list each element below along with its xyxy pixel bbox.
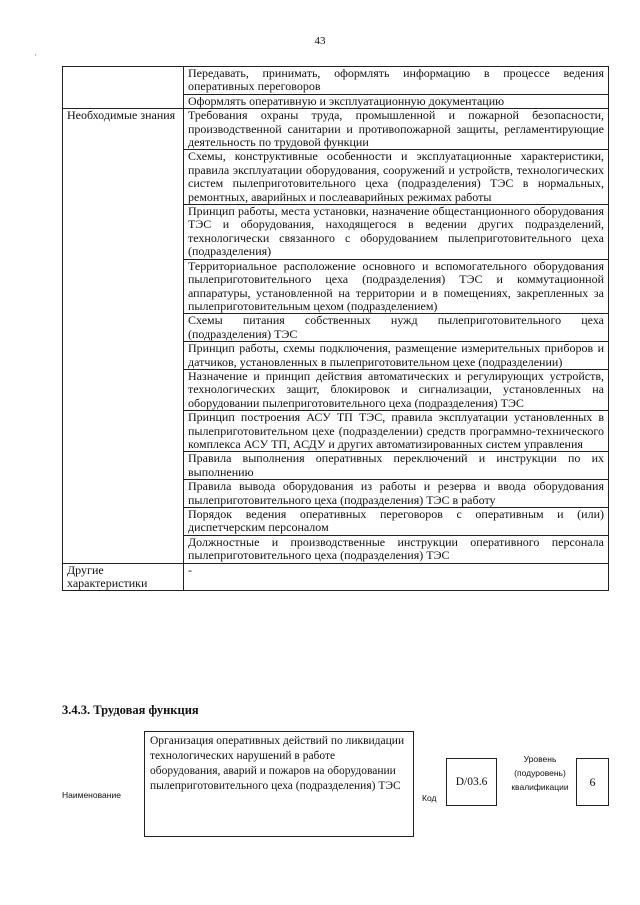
table-cell: Принцип работы, места установки, назначение общестанционного оборудования ТЭС и оборудования, находящегося в ведении других подразделений, технологически связанного с оборудованием пылеприготовительного цеха (подразделения) <box>184 205 609 260</box>
level-box <box>576 758 609 806</box>
table-cell: Схемы питания собственных нужд пылеприготовительного цеха (подразделения) ТЭС <box>184 314 609 342</box>
level-value: 6 <box>589 774 596 789</box>
table-cell: Принцип работы, схемы подключения, размещение измерительных приборов и датчиков, установленных в пылеприготовительном цехе (подразделении) <box>184 342 609 370</box>
section-heading: 3.4.3. Трудовая функция <box>62 703 199 717</box>
page-number: 43 <box>314 35 326 47</box>
table-row <box>63 563 609 591</box>
function-name-box: Организация оперативных действий по ликвидации технологических нарушений в работе оборудования, аварий и пожаров на оборудовании пылеприготовительного цеха (подразделения) ТЭС <box>144 731 414 837</box>
table-cell: Территориальное расположение основного и вспомогательного оборудования пылеприготовительного цеха (подразделения) ТЭС и коммутационной аппаратуры, установленной на территории и в помещениях, закрепленных за пылеприготовительным цехом (подразделением) <box>184 259 609 314</box>
row-label-other: Другие характеристики <box>63 563 184 591</box>
table-cell: Правила выполнения оперативных переключений и инструкции по их выполнению <box>184 452 609 480</box>
table-cell: Назначение и принцип действия автоматических и регулирующих устройств, технологических защит, блокировок и сигнализации, установленных на оборудовании пылеприготовительного цеха (подразделения) ТЭС <box>184 369 609 410</box>
code-caption: Код <box>422 793 437 803</box>
table-row <box>63 67 609 95</box>
table-cell: Требования охраны труда, промышленной и пожарной безопасности, производственной санитарии и противопожарной защиты, регламентирующие деятельность по трудовой функции <box>184 109 609 150</box>
table-cell: Принцип построения АСУ ТП ТЭС, правила эксплуатации установленных в пылеприготовительном цехе (подразделении) средств программно-технического комплекса АСУ ТП, АСДУ и других автоматизированных систем управления <box>184 411 609 452</box>
table-cell: Порядок ведения оперативных переговоров с оперативным и (или) диспетчерским персоналом <box>184 508 609 536</box>
stray-mark: · <box>34 50 37 60</box>
row-label-knowledge: Необходимые знания <box>63 109 184 563</box>
table-cell: Оформлять оперативную и эксплуатационную документацию <box>184 94 609 108</box>
table-cell: Должностные и производственные инструкции оперативного персонала пылеприготовительного цеха (подразделения) ТЭС <box>184 535 609 563</box>
table-cell: - <box>184 563 609 591</box>
table-row <box>63 109 609 150</box>
row-label <box>63 67 184 109</box>
name-caption: Наименование <box>62 790 121 800</box>
table-cell: Схемы, конструктивные особенности и эксплуатационные характеристики, правила эксплуатации оборудования, сооружений и устройств, технологических систем пылеприготовительного цеха (подразделения) ТЭС в нормальных, ремонтных, аварийных и послеаварийных режимах работы <box>184 150 609 205</box>
code-value: D/03.6 <box>455 776 488 788</box>
code-box <box>446 758 497 806</box>
table-cell: Правила вывода оборудования из работы и резерва и ввода оборудования пылеприготовительного цеха (подразделения) ТЭС в работу <box>184 480 609 508</box>
table-cell: Передавать, принимать, оформлять информацию в процессе ведения оперативных переговоров <box>184 67 609 95</box>
requirements-table <box>62 66 609 591</box>
level-caption: Уровень (подуровень) квалификации <box>511 754 569 792</box>
